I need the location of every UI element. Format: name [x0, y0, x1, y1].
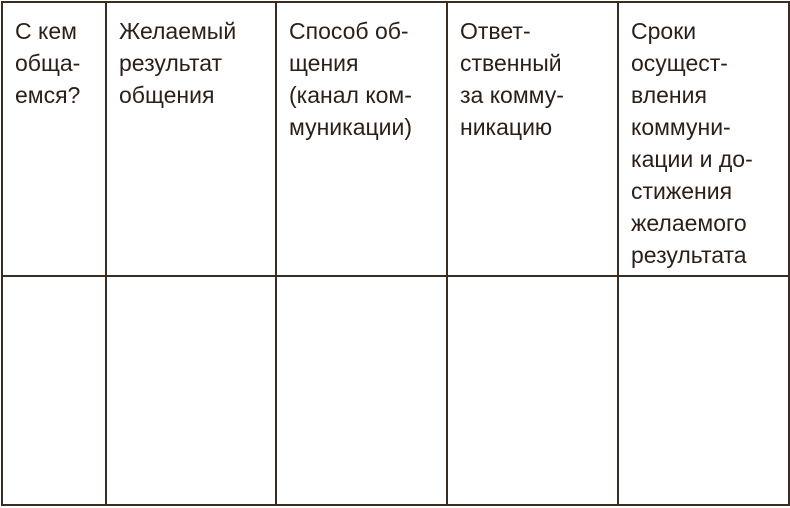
header-line: (канал ком- [289, 82, 412, 108]
header-line: результат [119, 50, 223, 76]
header-line: Способ об- [289, 18, 409, 44]
header-line: общения [119, 82, 215, 108]
header-line: никацию [460, 114, 553, 140]
header-line: кации и до- [631, 146, 753, 172]
header-responsible [447, 2, 618, 276]
header-desired-result [106, 2, 276, 276]
table-row [2, 276, 789, 505]
header-line: осущест- [631, 50, 728, 76]
table-cell [2, 276, 106, 505]
header-line: за комму- [460, 82, 564, 108]
header-line: желаемого [631, 210, 747, 236]
header-line: щения [289, 50, 359, 76]
header-line: стижения [631, 178, 733, 204]
header-channel [276, 2, 447, 276]
header-line: коммуни- [631, 114, 731, 140]
header-line: ственный [460, 50, 562, 76]
header-line: емся? [15, 82, 81, 108]
header-line: обща- [15, 50, 81, 76]
header-line: С кем [15, 18, 77, 44]
communication-plan-table [1, 1, 790, 506]
table-header-row [2, 2, 789, 276]
header-line: результата [631, 242, 747, 268]
table-cell [447, 276, 618, 505]
header-who [2, 2, 106, 276]
table-cell [106, 276, 276, 505]
header-line: Желаемый [119, 18, 237, 44]
header-line: Сроки [631, 18, 697, 44]
header-deadlines [618, 2, 789, 276]
table-cell [276, 276, 447, 505]
header-line: муникации) [289, 114, 413, 140]
header-line: вления [631, 82, 707, 108]
table-cell [618, 276, 789, 505]
header-line: Ответ- [460, 18, 531, 44]
